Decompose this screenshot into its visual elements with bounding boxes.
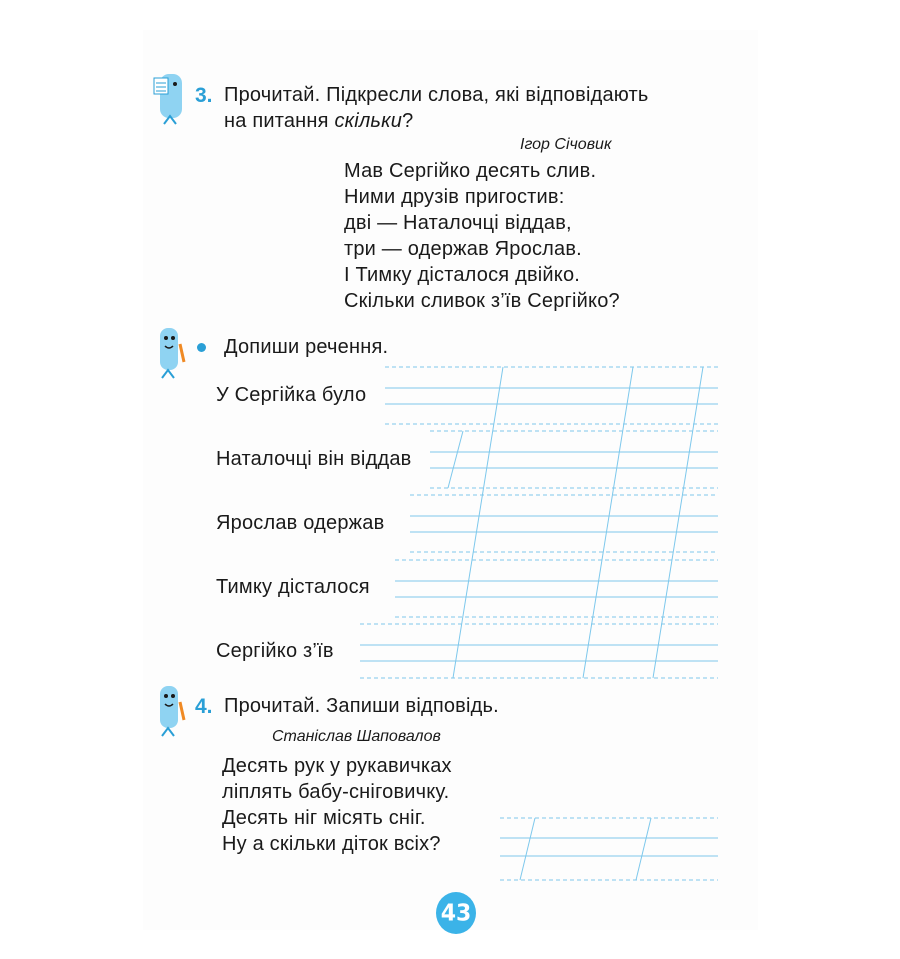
poem-line: ліплять бабу-сніговичку. [222, 781, 450, 803]
slant-line [453, 367, 503, 678]
poem-line: Мав Сергійко десять слив. [344, 160, 597, 182]
poem-line: І Тимку дісталося двійко. [344, 264, 581, 286]
sentence-stem: У Сергійка було [216, 384, 367, 406]
poem-line: Скільки сливок з’їв Сергійко? [344, 290, 620, 312]
text-prefix: на питання [224, 110, 335, 132]
poem-line: дві — Наталочці віддав, [344, 212, 572, 234]
pencil-mascot-icon [150, 680, 186, 740]
task-4-instruction: Прочитай. Запиши відповідь. [224, 695, 499, 717]
slant-line [520, 818, 535, 880]
emphasis-word: скільки [334, 110, 403, 132]
task-3-instruction-line2 [224, 110, 413, 133]
text-suffix: ? [402, 110, 414, 132]
task-4-number: 4. [195, 695, 213, 718]
poem-author: Станіслав Шаповалов [272, 728, 441, 745]
slant-line [636, 818, 651, 880]
pencil-mascot-icon [150, 66, 188, 130]
slant-line [448, 431, 463, 488]
slant-line [583, 367, 633, 678]
poem-line: Десять ніг місять сніг. [222, 807, 426, 829]
slant-line [653, 367, 703, 678]
sentence-stem: Наталочці він віддав [216, 448, 412, 470]
poem-line: Ну а скільки діток всіх? [222, 833, 441, 855]
task-3-instruction-line1: Прочитай. Підкресли слова, які відповідають [224, 84, 649, 106]
pencil-mascot-icon [150, 322, 186, 382]
task-3-number: 3. [195, 84, 213, 107]
page-number-badge: 43 [436, 892, 476, 934]
subtask-instruction: Допиши речення. [224, 336, 389, 358]
bullet-icon [197, 343, 206, 352]
sentence-stem: Тимку дісталося [216, 576, 370, 598]
poem-author: Ігор Січовик [520, 136, 612, 153]
sentence-stem: Ярослав одержав [216, 512, 385, 534]
poem-line: три — одержав Ярослав. [344, 238, 582, 260]
sentence-stem: Сергійко з’їв [216, 640, 334, 662]
poem-line: Десять рук у рукавичках [222, 755, 452, 777]
poem-line: Ними друзів пригостив: [344, 186, 565, 208]
